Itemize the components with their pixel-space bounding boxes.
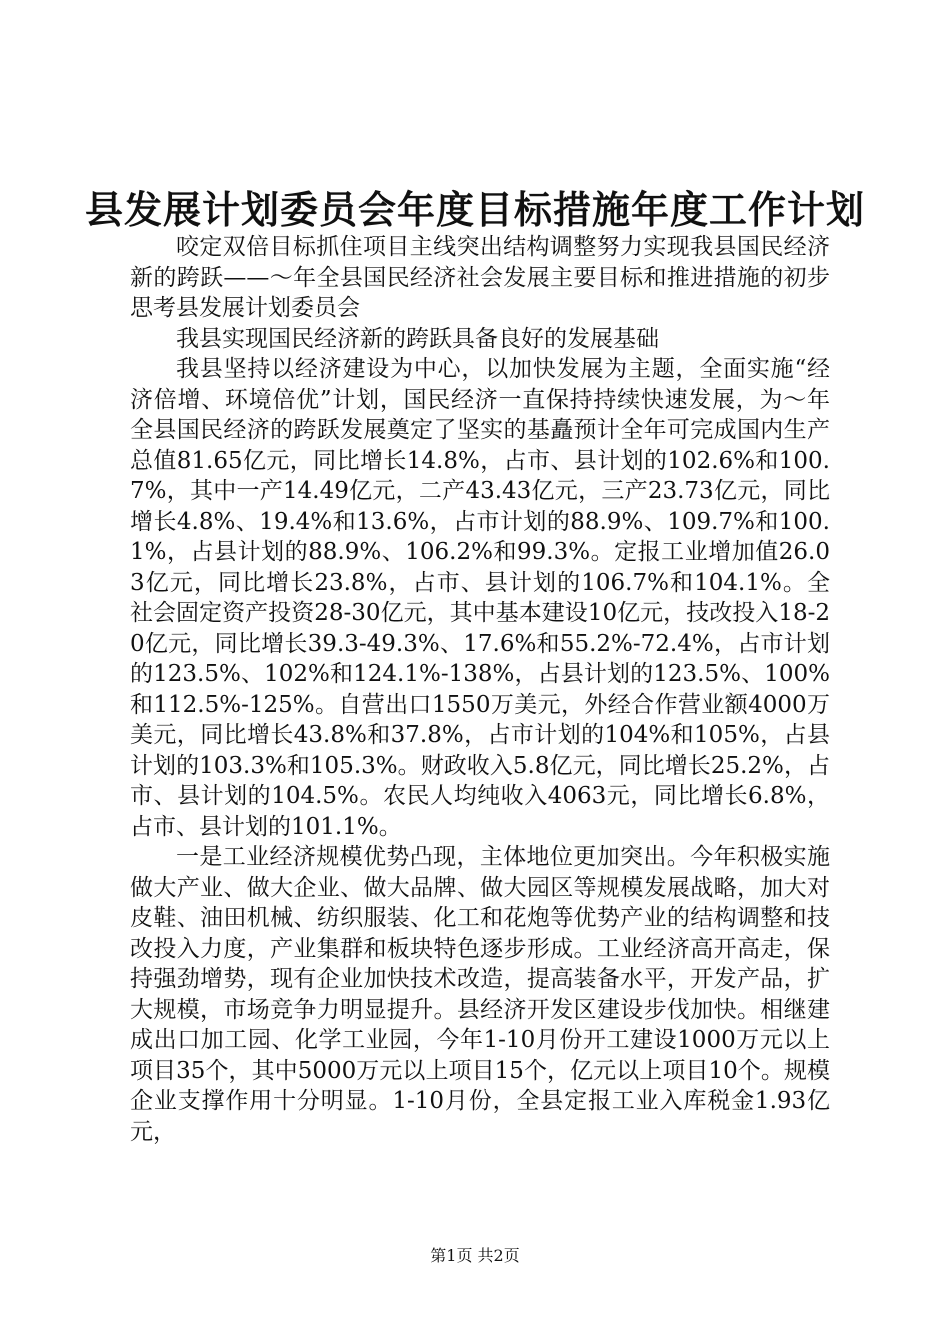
document-title: 县发展计划委员会年度目标措施年度工作计划: [84, 188, 865, 232]
paragraph-heading: 我县实现国民经济新的跨跃具备良好的发展基础: [176, 325, 659, 352]
page-footer: 第1页 共2页: [430, 1246, 520, 1265]
paragraph-economic-overview: 我县坚持以经济建设为中心，以加快发展为主题，全面实施“经济倍增、环境倍优”计划，国民经济一直保持持续快速发展，为～年全县国民经济的跨跃发展奠定了坚实的基矗预计全年可完成国内生产总值81.65亿元，同比增长14.8%，占市、县计划的102.6%和100.7%，其中一产14.49亿元，二产43.43亿元，三产23.73亿元，同比增长4.8%、19.4%和13.6%，占市计划的88.9%、109.7%和100.1%，占县计划的88.9%、106.2%和99.3%。定报工业增加值26.03亿元，同比增长23.8%，占市、县计划的106.7%和104.1%。全社会固定资产投资28-30亿元，其中基本建设10亿元，技改投入18-20亿元，同比增长39.3-49.3%、17.6%和55.2%-72.4%，占市计划的123.5%、102%和124.1%-138%，占县计划的123.5%、100%和112.5%-125%。自营出口1550万美元，外经合作营业额4000万美元，同比增长43.8%和37.8%，占市计划的104%和105%，占县计划的103.3%和105.3%。财政收入5.8亿元，同比增长25.2%，占市、县计划的104.5%。农民人均纯收入4063元，同比增长6.8%，占市、县计划的101.1%。: [130, 356, 830, 840]
document-body: [130, 232, 830, 1147]
paragraph-industry: 一是工业经济规模优势凸现，主体地位更加突出。今年积极实施做大产业、做大企业、做大品牌、做大园区等规模发展战略，加大对皮鞋、油田机械、纺织服装、化工和花炮等优势产业的结构调整和技改投入力度，产业集群和板块特色逐步形成。工业经济高开高走，保持强劲增势，现有企业加快技术改造，提高装备水平，开发产品，扩大规模，市场竞争力明显提升。县经济开发区建设步伐加快。相继建成出口加工园、化学工业园，今年1-10月份开工建设1000万元以上项目35个，其中5000万元以上项目15个，亿元以上项目10个。规模企业支撑作用十分明显。1-10月份，全县定报工业入库税金1.93亿元，: [130, 844, 830, 1145]
paragraph-intro: 咬定双倍目标抓住项目主线突出结构调整努力实现我县国民经济新的跨跃——～年全县国民经济社会发展主要目标和推进措施的初步思考县发展计划委员会: [130, 234, 830, 321]
